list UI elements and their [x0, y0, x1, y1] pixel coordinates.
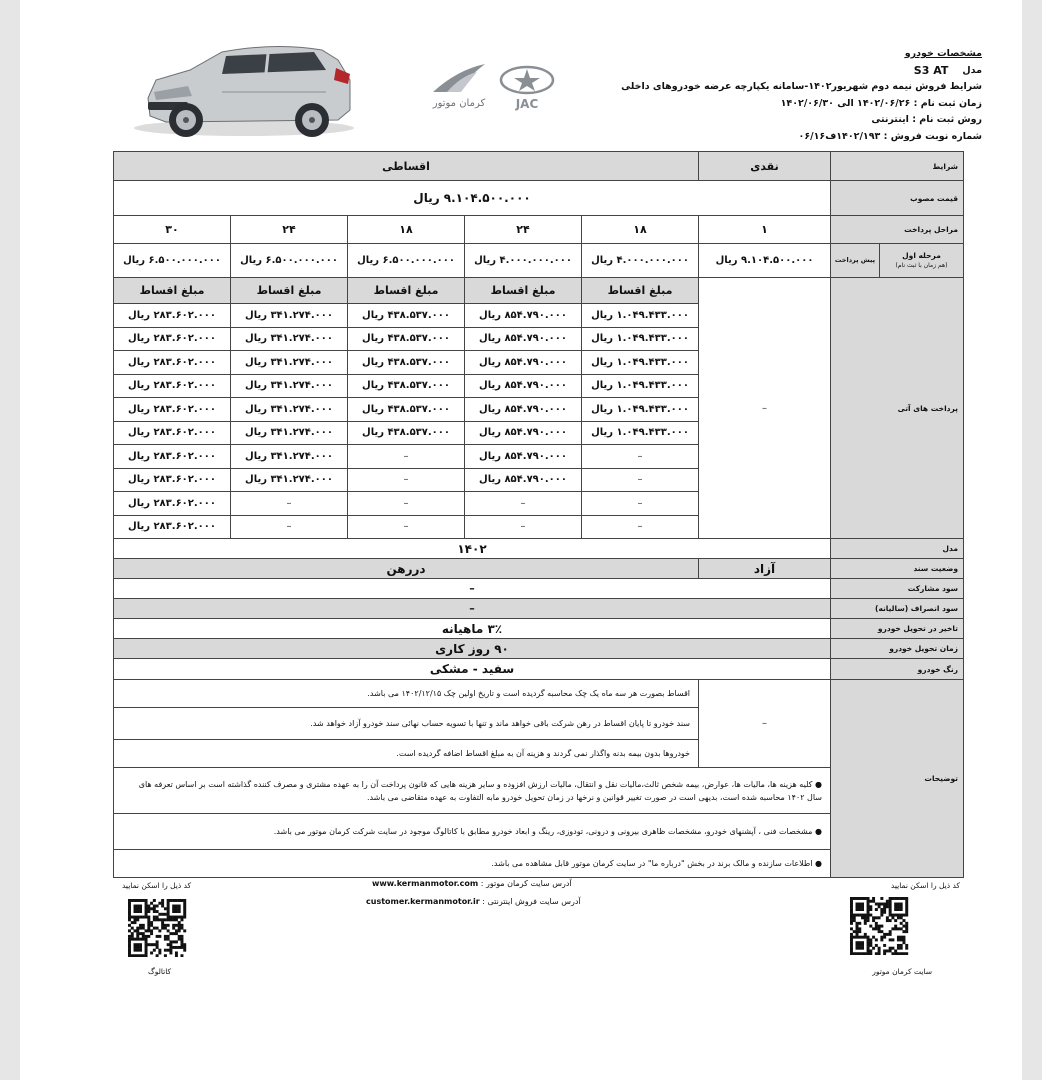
label-conditions: شرایط: [831, 152, 964, 181]
installment-amount: ۳۴۱.۲۷۴.۰۰۰ ریال: [231, 327, 348, 351]
shop-label: آدرس سایت فروش اینترنتی :: [482, 897, 581, 906]
installment-amount: ۳۴۱.۲۷۴.۰۰۰ ریال: [231, 468, 348, 492]
row-delivery-time: [114, 639, 964, 659]
installment-amount: ۲۸۳.۶۰۲.۰۰۰ ریال: [114, 398, 231, 422]
header-info: [621, 46, 982, 145]
delivery-time-value: ۹۰ روز کاری: [114, 639, 831, 659]
installment-amount: ۱.۰۴۹.۴۳۳.۰۰۰ ریال: [582, 421, 699, 445]
note-text: اقساط بصورت هر سه ماه یک چک محاسبه گردیده است و تاریخ اولین چک ۱۴۰۲/۱۲/۱۵ می باشد.: [114, 680, 699, 708]
cash-stages: ۱: [699, 216, 831, 244]
installment-header: اقساطی: [114, 152, 699, 181]
installment-amount: ۴۳۸.۵۳۷.۰۰۰ ریال: [348, 304, 465, 328]
installment-amount: ۸۵۴.۷۹۰.۰۰۰ ریال: [465, 351, 582, 375]
installment-amount: ۲۸۳.۶۰۲.۰۰۰ ریال: [114, 374, 231, 398]
plan-stages: ۲۴: [465, 216, 582, 244]
installment-empty: –: [348, 515, 465, 539]
installment-doc-status: دررهن: [114, 559, 699, 579]
installment-amount: ۸۵۴.۷۹۰.۰۰۰ ریال: [465, 468, 582, 492]
row-color: [114, 659, 964, 680]
registration-time: زمان ثبت نام : ۱۴۰۲/۰۶/۲۶ الی ۱۴۰۲/۰۶/۳۰: [780, 97, 982, 109]
installment-amount: ۸۵۴.۷۹۰.۰۰۰ ریال: [465, 304, 582, 328]
label-approved-price: قیمت مصوب: [831, 181, 964, 216]
plan-prepayment: ۶.۵۰۰.۰۰۰.۰۰۰ ریال: [231, 244, 348, 278]
installment-amount-header: مبلغ اقساط: [582, 278, 699, 304]
label-prepayment: پیش پرداخت: [831, 244, 880, 278]
row-conditions: [114, 152, 964, 181]
installment-amount: ۲۸۳.۶۰۲.۰۰۰ ریال: [114, 515, 231, 539]
installment-empty: –: [582, 468, 699, 492]
installment-amount: ۴۳۸.۵۳۷.۰۰۰ ریال: [348, 421, 465, 445]
row-delay: [114, 619, 964, 639]
plan-prepayment: ۶.۵۰۰.۰۰۰.۰۰۰ ریال: [348, 244, 465, 278]
first-stage-title: مرحله اول: [902, 250, 941, 260]
model-value: ۱۴۰۲: [114, 539, 831, 559]
installment-amount: ۲۸۳.۶۰۲.۰۰۰ ریال: [114, 492, 231, 516]
label-first-stage: [880, 244, 964, 278]
installment-amount: ۳۴۱.۲۷۴.۰۰۰ ریال: [231, 421, 348, 445]
conditions-line: شرایط فروش نیمه دوم شهریور۱۴۰۲-سامانه یکپارچه عرضه خودروهای داخلی: [621, 81, 982, 92]
cash-future-payments: –: [699, 278, 831, 539]
installment-amount: ۲۸۳.۶۰۲.۰۰۰ ریال: [114, 304, 231, 328]
installment-amount: ۲۸۳.۶۰۲.۰۰۰ ریال: [114, 351, 231, 375]
row-prepayment: [114, 244, 964, 278]
plan-prepayment: ۴.۰۰۰.۰۰۰.۰۰۰ ریال: [465, 244, 582, 278]
row-cancel-profit: [114, 599, 964, 619]
installment-amount-header: مبلغ اقساط: [114, 278, 231, 304]
approved-price: ۹.۱۰۴.۵۰۰.۰۰۰ ریال: [114, 181, 831, 216]
row-approved-price: [114, 181, 964, 216]
installment-empty: –: [348, 445, 465, 469]
installment-amount: ۳۴۱.۲۷۴.۰۰۰ ریال: [231, 374, 348, 398]
label-model: مدل: [831, 539, 964, 559]
kerman-motor-logo: [427, 62, 491, 114]
installment-amount: ۲۸۳.۶۰۲.۰۰۰ ریال: [114, 327, 231, 351]
site-label: آدرس سایت کرمان موتور :: [480, 879, 572, 888]
row-payment-stages: [114, 216, 964, 244]
installment-amount: ۳۴۱.۲۷۴.۰۰۰ ریال: [231, 351, 348, 375]
note-text: ● کلیه هزینه ها، مالیات ها، عوارض، بیمه شخص ثالث،مالیات نقل و انتقال، مالیات ارزش افزوده و سایر هزینه هایی که قانون پرداخت آن را به عهده مشتری و مصرف کننده گذاشته است بر اساس تعرفه های سال ۱۴۰۲ محاسبه شده است، بدیهی است در صورت تغییر قوانین و نرخها در زمان تحویل خودرو مابه التفاوت به عهده متقاضی می باشد.: [114, 768, 831, 814]
model-line: [621, 63, 982, 80]
installment-empty: –: [465, 515, 582, 539]
plan-stages: ۳۰: [114, 216, 231, 244]
installment-empty: –: [582, 445, 699, 469]
model-value: S3 AT: [913, 63, 949, 77]
qr-right-caption: سایت کرمان موتور: [872, 967, 932, 976]
shop-address: [366, 897, 581, 906]
kerman-logo-text: کرمان موتور: [432, 98, 486, 109]
cash-doc-status: آزاد: [699, 559, 831, 579]
label-delay: تاخیر در تحویل خودرو: [831, 619, 964, 639]
scan-caption-right: کد ذیل را اسکن نمایید: [890, 881, 960, 890]
label-delivery-time: زمان تحویل خودرو: [831, 639, 964, 659]
installment-amount: ۳۴۱.۲۷۴.۰۰۰ ریال: [231, 445, 348, 469]
notes-row: [114, 680, 964, 708]
label-future-payments: پرداخت های آتی: [831, 278, 964, 539]
installment-amount: ۲۸۳.۶۰۲.۰۰۰ ریال: [114, 421, 231, 445]
installment-amount: ۸۵۴.۷۹۰.۰۰۰ ریال: [465, 398, 582, 422]
installment-amount: ۸۵۴.۷۹۰.۰۰۰ ریال: [465, 327, 582, 351]
cash-header: نقدی: [699, 152, 831, 181]
row-installment-headers: [114, 278, 964, 304]
plan-stages: ۲۴: [231, 216, 348, 244]
cash-prepayment: ۹.۱۰۴.۵۰۰.۰۰۰ ریال: [699, 244, 831, 278]
car-image: [126, 40, 358, 140]
installment-amount: ۳۴۱.۲۷۴.۰۰۰ ریال: [231, 304, 348, 328]
row-doc-status: [114, 559, 964, 579]
installment-amount-header: مبلغ اقساط: [465, 278, 582, 304]
registration-method: روش ثبت نام : اینترنتی: [871, 114, 982, 125]
installment-amount: ۱.۰۴۹.۴۳۳.۰۰۰ ریال: [582, 374, 699, 398]
partnership-profit-value: –: [114, 579, 831, 599]
cancel-profit-value: –: [114, 599, 831, 619]
jac-logo: [496, 64, 558, 112]
site-url[interactable]: www.kermanmotor.com: [372, 879, 479, 888]
installment-amount: ۱.۰۴۹.۴۳۳.۰۰۰ ریال: [582, 327, 699, 351]
installment-amount: ۴۳۸.۵۳۷.۰۰۰ ریال: [348, 351, 465, 375]
plan-prepayment: ۴.۰۰۰.۰۰۰.۰۰۰ ریال: [582, 244, 699, 278]
site-address: [372, 879, 572, 888]
installment-amount: ۳۴۱.۲۷۴.۰۰۰ ریال: [231, 398, 348, 422]
cash-notes: –: [699, 680, 831, 768]
installment-amount: ۴۳۸.۵۳۷.۰۰۰ ریال: [348, 374, 465, 398]
jac-logo-text: JAC: [515, 97, 539, 111]
qr-left-caption: کاتالوگ: [148, 967, 172, 976]
conditions-table: [113, 151, 964, 878]
installment-amount: ۸۵۴.۷۹۰.۰۰۰ ریال: [465, 421, 582, 445]
plan-stages: ۱۸: [582, 216, 699, 244]
installment-empty: –: [348, 492, 465, 516]
shop-url[interactable]: customer.kermanmotor.ir: [366, 897, 480, 906]
installment-amount: ۱.۰۴۹.۴۳۳.۰۰۰ ریال: [582, 304, 699, 328]
installment-amount-header: مبلغ اقساط: [231, 278, 348, 304]
label-notes: توضیحات: [831, 680, 964, 878]
label-partnership-profit: سود مشارکت: [831, 579, 964, 599]
scan-caption-left: کد ذیل را اسکن نمایید: [122, 881, 192, 890]
installment-amount: ۸۵۴.۷۹۰.۰۰۰ ریال: [465, 374, 582, 398]
installment-empty: –: [231, 492, 348, 516]
color-value: سفید - مشکی: [114, 659, 831, 680]
installment-amount-header: مبلغ اقساط: [348, 278, 465, 304]
qr-code-site[interactable]: [844, 897, 914, 955]
installment-amount: ۱.۰۴۹.۴۳۳.۰۰۰ ریال: [582, 351, 699, 375]
installment-amount: ۱.۰۴۹.۴۳۳.۰۰۰ ریال: [582, 398, 699, 422]
installment-amount: ۴۳۸.۵۳۷.۰۰۰ ریال: [348, 398, 465, 422]
label-doc-status: وضعیت سند: [831, 559, 964, 579]
installment-empty: –: [348, 468, 465, 492]
installment-empty: –: [465, 492, 582, 516]
note-text: سند خودرو تا پایان اقساط در رهن شرکت باقی خواهد ماند و تنها با تسویه حساب نهائی سند خودرو آزاد خواهد شد.: [114, 708, 699, 740]
installment-amount: ۲۸۳.۶۰۲.۰۰۰ ریال: [114, 445, 231, 469]
installment-amount: ۸۵۴.۷۹۰.۰۰۰ ریال: [465, 445, 582, 469]
spec-title: مشخصات خودرو: [904, 48, 982, 59]
installment-amount: ۴۳۸.۵۳۷.۰۰۰ ریال: [348, 327, 465, 351]
label-payment-stages: مراحل پرداخت: [831, 216, 964, 244]
label-cancel-profit: سود انصراف (سالیانه): [831, 599, 964, 619]
qr-code-catalog[interactable]: [122, 899, 192, 957]
note-text: ● مشخصات فنی ، آپشنهای خودرو، مشخصات ظاهری بیرونی و درونی، تودوزی، رینگ و ابعاد خودرو مطابق با کاتالوگ موجود در سایت شرکت کرمان موتور می باشد.: [114, 814, 831, 850]
installment-amount: ۲۸۳.۶۰۲.۰۰۰ ریال: [114, 468, 231, 492]
row-model: [114, 539, 964, 559]
price-sheet: [20, 0, 1022, 1080]
installment-empty: –: [231, 515, 348, 539]
sale-turn-number: شماره نوبت فروش : ۱۴۰۲/۱۹۳ف۰۶/۱۶: [798, 130, 982, 142]
note-text: ● اطلاعات سازنده و مالک برند در بخش "درباره ما" در سایت کرمان موتور قابل مشاهده می باشد.: [114, 850, 831, 878]
installment-empty: –: [582, 515, 699, 539]
row-partnership-profit: [114, 579, 964, 599]
note-text: خودروها بدون بیمه بدنه واگذار نمی گردند و هزینه آن به مبلغ اقساط اضافه گردیده است.: [114, 740, 699, 768]
installment-empty: –: [582, 492, 699, 516]
label-color: رنگ خودرو: [831, 659, 964, 680]
plan-prepayment: ۶.۵۰۰.۰۰۰.۰۰۰ ریال: [114, 244, 231, 278]
first-stage-sub: (هم زمان با ثبت نام): [895, 261, 948, 269]
plan-stages: ۱۸: [348, 216, 465, 244]
model-label: مدل: [962, 64, 982, 76]
delay-value: ۳٪ ماهیانه: [114, 619, 831, 639]
